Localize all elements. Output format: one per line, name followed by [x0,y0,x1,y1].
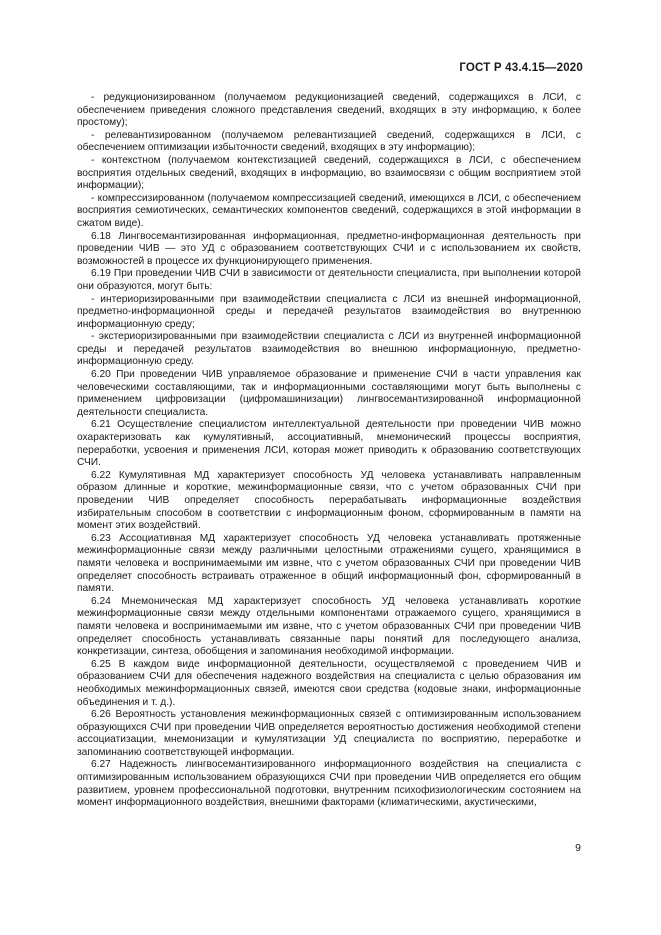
paragraph: 6.23 Ассоциативная МД характеризует способность УД человека устанавливать протяженные межинформационные связи между различными целостными отражениями сущего, хранящимися в памяти человека и воспринимаемыми им извне, что с учетом образованных СЧИ при проведении ЧИВ определяет способность встраивать отраженное в общий информационный фон, сформированный в памяти. [77,532,581,595]
paragraph: 6.26 Вероятность установления межинформационных связей с оптимизированным использованием образующихся СЧИ при проведении ЧИВ определяется вероятностью достижения необходимой степени ассоциатизации, мнемонизации и кумулятизации УД специалиста по восприятию, переработке и запоминанию соответствующей информации. [77,709,581,758]
paragraph: 6.19 При проведении ЧИВ СЧИ в зависимости от деятельности специалиста, при выполнении которой они образуются, могут быть: [77,268,581,292]
paragraph: 6.18 Лингвосемантизированная информационная, предметно-информационная деятельность при проведении ЧИВ — это УД с образованием соответствующих СЧИ и с использованием их свойств, возможностей в процессе их функционирующего применения. [77,230,581,267]
paragraph: - релевантизированном (получаемом релевантизацией сведений, содержащихся в ЛСИ, с обеспечением оптимизации избыточности сведений, входящих в эту информацию); [77,129,581,154]
document-code: ГОСТ Р 43.4.15—2020 [459,62,583,74]
paragraph: 6.22 Кумулятивная МД характеризует способность УД человека устанавливать направленным образом длинные и короткие, межинформационные связи, что с учетом образованных СЧИ при проведении ЧИВ определяет способность перерабатывать информационные воздействия избирательным способом в соответствии с информационным фоном, сформированным в памяти на момент этих воздействий. [77,469,581,532]
paragraph: - контекстном (получаемом контекстизацией сведений, содержащихся в ЛСИ, с обеспечением восприятия отдельных сведений, входящих в информацию, во взаимосвязи с общим восприятием этой информации); [77,154,581,192]
paragraph: 6.21 Осуществление специалистом интеллектуальной деятельности при проведении ЧИВ можно охарактеризовать как кумулятивный, ассоциативный, мнемонический процессы восприятия, переработки, усвоения и применения ЛСИ, которая может приводить к образованию соответствующих СЧИ. [77,419,581,469]
paragraph: - редукционизированном (получаемом редукционизацией сведений, содержащихся в ЛСИ, с обеспечением приведения сложного представления сведений, входящих в эту информацию, к более простому); [77,92,581,129]
page-number: 9 [575,842,581,854]
paragraph: 6.20 При проведении ЧИВ управляемое образование и применение СЧИ в части управления как человеческими составляющими, так и информационными составляющими могут быть выполнены с применением цифровизации (цифромашинизации) лингвосемантизированной информационной деятельности специалиста. [77,369,581,418]
paragraph: - компрессизированном (получаемом компрессизацией сведений, имеющихся в ЛСИ, с обеспечением восприятия семиотических, семантических компонентов сведений, содержащихся в этой информации в сжатом виде). [77,192,581,229]
paragraph: 6.27 Надежность лингвосемантизированного информационного воздействия на специалиста с оптимизированным использованием образующихся СЧИ при проведении ЧИВ определяется его общим развитием, уровнем профессиональной подготовки, внутренним психофизиологическим состоянием на момент информационного воздействия, внешними факторами (климатическими, акустическими, [77,759,581,809]
paragraph: 6.25 В каждом виде информационной деятельности, осуществляемой с проведением ЧИВ и образованием СЧИ для обеспечения надежного воздействия на специалиста с целью образования им необходимых межинформационных связей, имеются свои средства (кодовые знаки, информационные объединения и т. д.). [77,658,581,708]
body-text [77,92,581,810]
paragraph: 6.24 Мнемоническая МД характеризует способность УД человека устанавливать короткие межинформационные связи между отдельными компонентами отражаемого сущего, хранящимися в памяти человека и воспринимаемыми им извне, что с учетом образованных СЧИ при проведении ЧИВ определяет способность устанавливать связанные пары понятий для последующего анализа, конкретизации, синтеза, обобщения и запоминания необходимой информации. [77,595,581,658]
paragraph: - интериоризированными при взаимодействии специалиста с ЛСИ из внешней информационной, предметно-информационной среды и передачей результатов взаимодействия во внутреннюю информационную среду; [77,293,581,330]
paragraph: - экстериоризированными при взаимодействии специалиста с ЛСИ из внутренней информационной среды и передачей результатов взаимодействия во внешнюю информационную, предметно-информационную среду. [77,331,581,368]
